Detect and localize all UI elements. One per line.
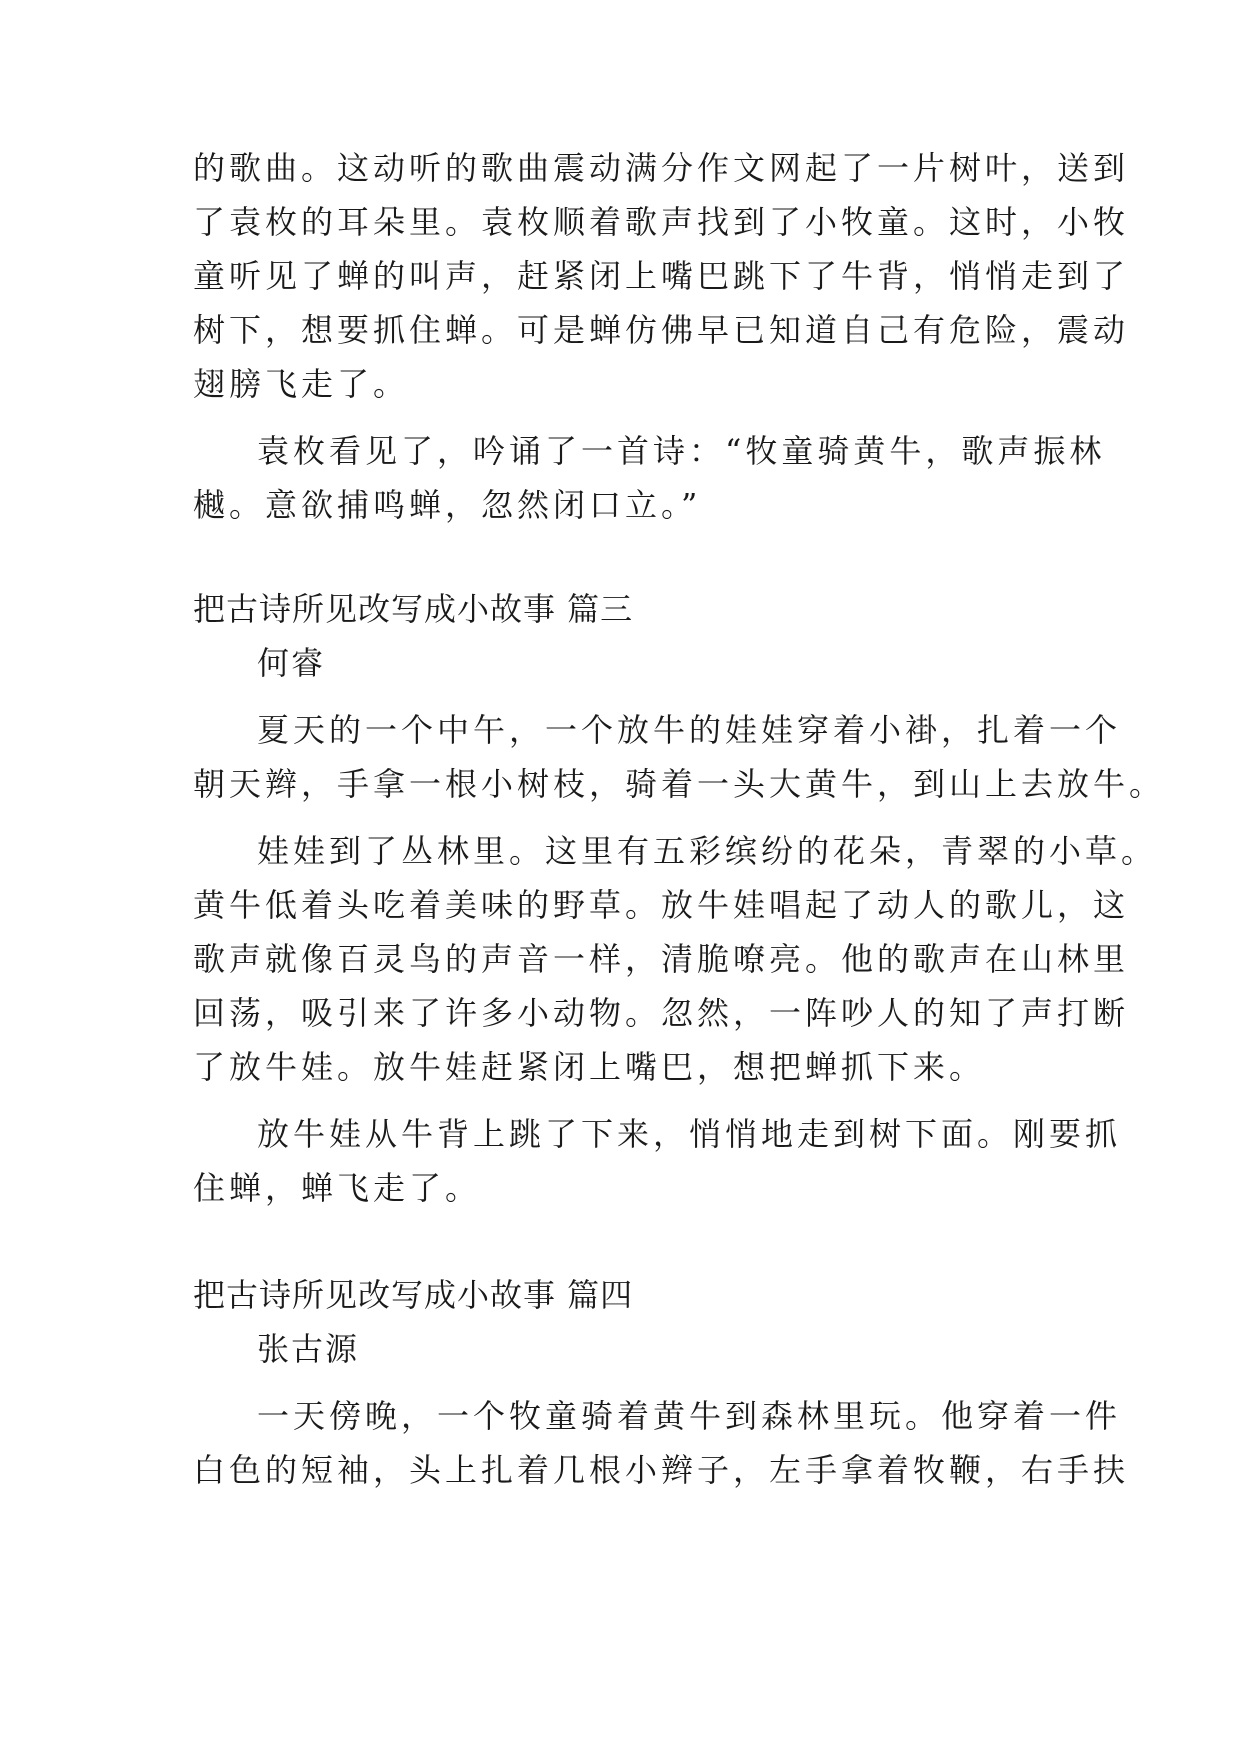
paragraph-line: 朝天辫，手拿一根小树枝，骑着一头大黄牛，到山上去放牛。 [193,765,1166,803]
paragraph-line: 住蝉，蝉飞走了。 [193,1169,482,1207]
paragraph-line: 童听见了蝉的叫声，赶紧闭上嘴巴跳下了牛背，悄悄走到了 [193,257,1130,295]
section-heading: 把古诗所见改写成小故事 篇四 [193,1276,634,1314]
paragraph-line: 白色的短袖，头上扎着几根小辫子，左手拿着牧鞭，右手扶 [193,1451,1130,1489]
paragraph-line: 了放牛娃。放牛娃赶紧闭上嘴巴，想把蝉抓下来。 [193,1048,986,1086]
paragraph-line: 黄牛低着头吃着美味的野草。放牛娃唱起了动人的歌儿，这 [193,886,1130,924]
paragraph-line: 放牛娃从牛背上跳了下来，悄悄地走到树下面。刚要抓 [257,1115,1122,1153]
paragraph-line: 的歌曲。这动听的歌曲震动满分作文网起了一片树叶，送到 [193,149,1130,187]
paragraph-line: 树下，想要抓住蝉。可是蝉仿佛早已知道自己有危险，震动 [193,311,1130,349]
paragraph-line: 歌声就像百灵鸟的声音一样，清脆嘹亮。他的歌声在山林里 [193,940,1130,978]
paragraph-line: 回荡，吸引来了许多小动物。忽然，一阵吵人的知了声打断 [193,994,1130,1032]
paragraph-line: 一天傍晚，一个牧童骑着黄牛到森林里玩。他穿着一件 [257,1397,1122,1435]
author-name: 张古源 [257,1330,360,1368]
paragraph-line: 娃娃到了丛林里。这里有五彩缤纷的花朵，青翠的小草。 [257,832,1158,870]
paragraph-line: 袁枚看见了，吟诵了一首诗：“牧童骑黄牛，歌声振林 [257,432,1106,470]
paragraph-line: 了袁枚的耳朵里。袁枚顺着歌声找到了小牧童。这时，小牧 [193,203,1130,241]
author-name: 何睿 [257,644,326,682]
paragraph-line: 翅膀飞走了。 [193,365,410,403]
section-heading: 把古诗所见改写成小故事 篇三 [193,590,634,628]
paragraph-line: 樾。意欲捕鸣蝉，忽然闭口立。” [193,486,702,524]
paragraph-line: 夏天的一个中午，一个放牛的娃娃穿着小褂，扎着一个 [257,711,1122,749]
